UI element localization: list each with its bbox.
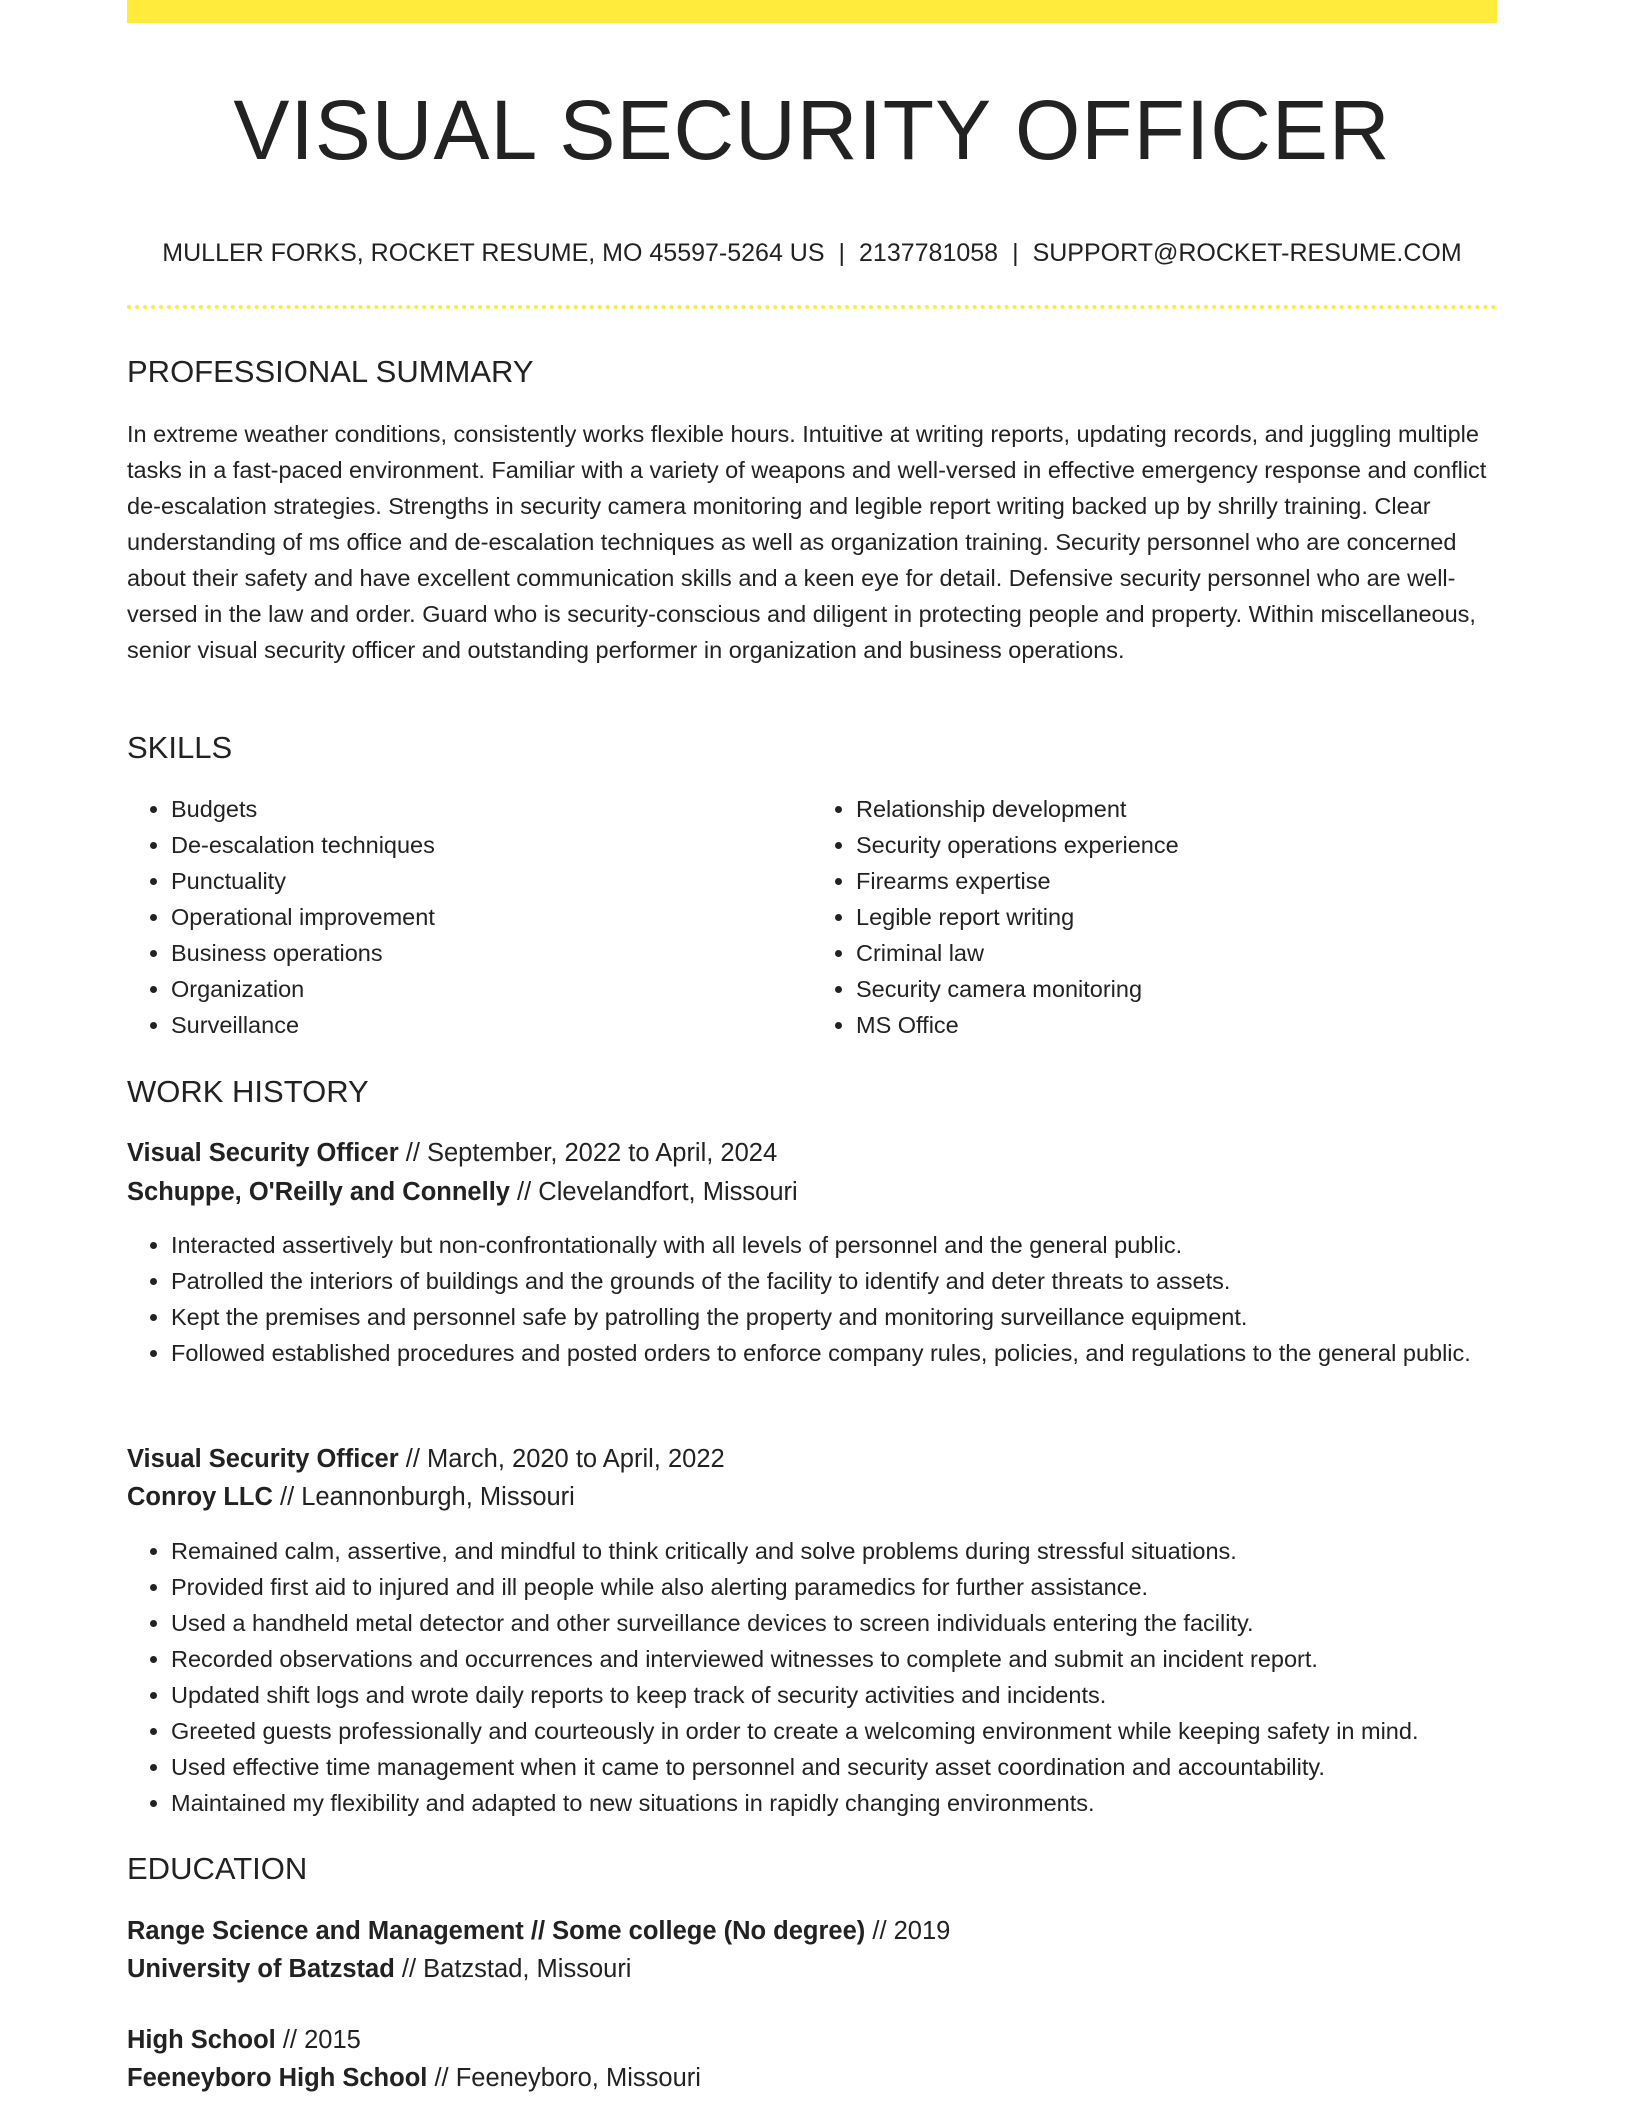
job-company: Conroy LLC <box>127 1483 273 1511</box>
contact-line <box>127 236 1497 270</box>
job-bullet: • Followed established procedures and posted orders to enforce company rules, policies, and regulations to the general public. <box>171 1335 1497 1371</box>
education-location: // Feeneyboro, Missouri <box>427 2064 701 2092</box>
skill-item: • De-escalation techniques <box>171 827 812 863</box>
skill-item: • Relationship development <box>856 791 1497 827</box>
job-bullet: • Greeted guests professionally and courteously in order to create a welcoming environment while keeping safety in mind. <box>171 1713 1497 1749</box>
job-location: // Leannonburgh, Missouri <box>272 1483 575 1511</box>
skill-item: • Legible report writing <box>856 899 1497 935</box>
skill-item: • Business operations <box>171 935 812 971</box>
job-dates: // March, 2020 to April, 2022 <box>398 1445 725 1473</box>
contact-address: MULLER FORKS, ROCKET RESUME, MO 45597-5264 US <box>162 239 825 267</box>
job-company-line <box>127 1173 798 1211</box>
skill-item: • Security operations experience <box>856 827 1497 863</box>
job-bullet: • Maintained my flexibility and adapted to new situations in rapidly changing environments. <box>171 1785 1497 1821</box>
skill-item: • Punctuality <box>171 863 812 899</box>
job-bullet: • Provided first aid to injured and ill people while also alerting paramedics for further assistance. <box>171 1569 1497 1605</box>
resume-name: VISUAL SECURITY OFFICER <box>233 83 1391 177</box>
contact-separator: | <box>1012 239 1019 267</box>
education-degree-line <box>127 2021 361 2059</box>
education-school-line <box>127 1950 631 1988</box>
job-company-line <box>127 1478 575 1516</box>
header-accent-bar <box>127 0 1497 23</box>
skill-item: • Organization <box>171 971 812 1007</box>
job-bullet: • Remained calm, assertive, and mindful to think critically and solve problems during stressful situations. <box>171 1533 1497 1569</box>
education-year: // 2015 <box>275 2026 361 2054</box>
skill-item: • Firearms expertise <box>856 863 1497 899</box>
job-bullets <box>127 1227 1497 1371</box>
skill-item: • Operational improvement <box>171 899 812 935</box>
contact-email: SUPPORT@ROCKET-RESUME.COM <box>1032 239 1462 267</box>
education-degree: High School <box>127 2026 276 2054</box>
job-bullet: • Patrolled the interiors of buildings and the grounds of the facility to identify and deter threats to assets. <box>171 1263 1497 1299</box>
education-degree: Range Science and Management // Some college (No degree) <box>127 1917 866 1945</box>
skill-item: • Security camera monitoring <box>856 971 1497 1007</box>
education-year: // 2019 <box>865 1917 951 1945</box>
job-bullet: • Interacted assertively but non-confrontationally with all levels of personnel and the general public. <box>171 1227 1497 1263</box>
job-bullets <box>127 1533 1497 1821</box>
job-bullet: • Used effective time management when it came to personnel and security asset coordination and accountability. <box>171 1749 1497 1785</box>
summary-heading: PROFESSIONAL SUMMARY <box>127 354 534 389</box>
job-title-line <box>127 1134 777 1172</box>
education-school-line <box>127 2059 701 2097</box>
work-history-heading: WORK HISTORY <box>127 1074 369 1109</box>
education-heading: EDUCATION <box>127 1851 308 1886</box>
education-school: Feeneyboro High School <box>127 2064 428 2092</box>
education-degree-line <box>127 1912 950 1950</box>
job-role: Visual Security Officer <box>127 1139 399 1167</box>
skill-item: • Surveillance <box>171 1007 812 1043</box>
job-role: Visual Security Officer <box>127 1445 399 1473</box>
skills-heading: SKILLS <box>127 730 233 765</box>
contact-phone: 2137781058 <box>859 239 999 267</box>
job-location: // Clevelandfort, Missouri <box>509 1178 798 1206</box>
job-bullet: • Used a handheld metal detector and other surveillance devices to screen individuals entering the facility. <box>171 1605 1497 1641</box>
skills-list <box>127 791 1497 1043</box>
skill-item: • MS Office <box>856 1007 1497 1043</box>
skills-column-left <box>127 791 812 1043</box>
job-company: Schuppe, O'Reilly and Connelly <box>127 1178 510 1206</box>
job-title-line <box>127 1440 725 1478</box>
summary-text: In extreme weather conditions, consistently works flexible hours. Intuitive at writing reports, updating records, and juggling multiple tasks in a fast-paced environment. Familiar with a variety of weapons and well-versed in effective emergency response and conflict de-escalation strategies. Strengths in security camera monitoring and legible report writing backed up by shrilly training. Clear understanding of ms office and de-escalation techniques as well as organization training. Security personnel who are concerned about their safety and have excellent communication skills and a keen eye for detail. Defensive security personnel who are well-versed in the law and order. Guard who is security-conscious and diligent in protecting people and property. Within miscellaneous, senior visual security officer and outstanding performer in organization and business operations. <box>127 421 1487 663</box>
education-school: University of Batzstad <box>127 1955 395 1983</box>
job-dates: // September, 2022 to April, 2024 <box>398 1139 778 1167</box>
skill-item: • Budgets <box>171 791 812 827</box>
education-location: // Batzstad, Missouri <box>394 1955 632 1983</box>
contact-separator: | <box>838 239 846 267</box>
job-bullet: • Kept the premises and personnel safe by patrolling the property and monitoring surveillance equipment. <box>171 1299 1497 1335</box>
job-bullet: • Recorded observations and occurrences and interviewed witnesses to complete and submit an incident report. <box>171 1641 1497 1677</box>
skills-column-right <box>812 791 1497 1043</box>
skill-item: • Criminal law <box>856 935 1497 971</box>
header-divider <box>127 305 1497 309</box>
job-bullet: • Updated shift logs and wrote daily reports to keep track of security activities and incidents. <box>171 1677 1497 1713</box>
